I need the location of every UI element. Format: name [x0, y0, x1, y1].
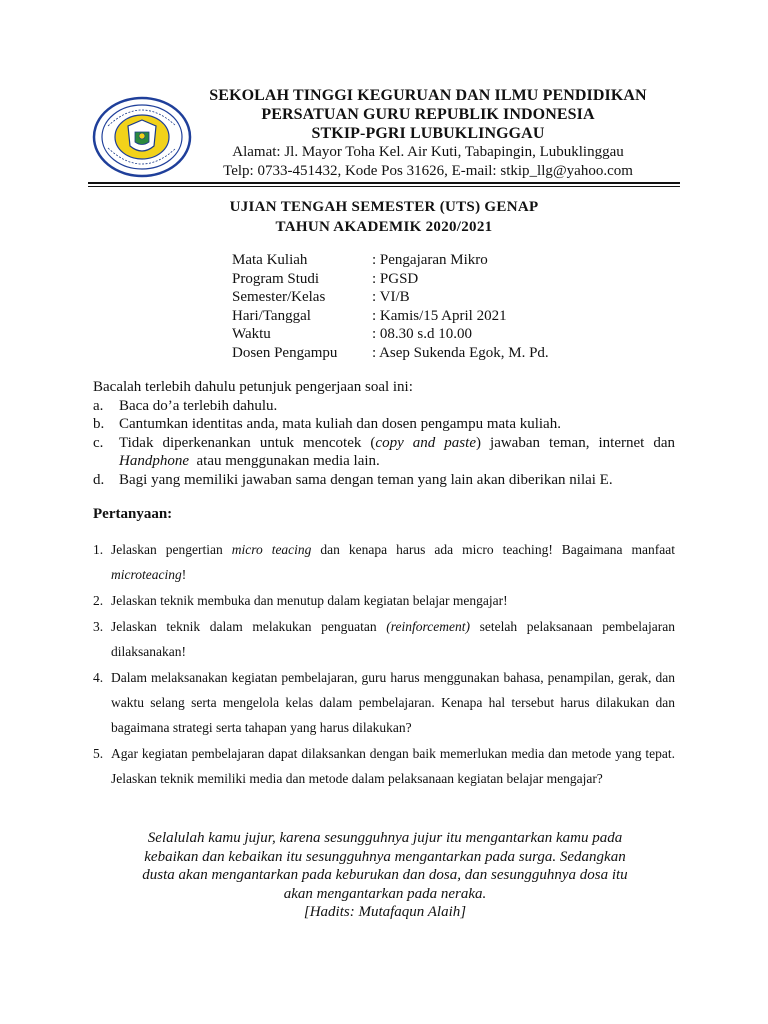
instruction-marker: b. — [93, 416, 105, 432]
info-value: : Pengajaran Mikro — [372, 252, 488, 268]
instruction-text: Baca do’a terlebih dahulu. — [119, 397, 278, 414]
letterhead-rule-thick — [88, 182, 680, 184]
hadits-line: akan mengantarkan pada neraka. — [283, 885, 487, 902]
institution-contact: Telp: 0733-451432, Kode Pos 31626, E-mail: stkip_llg@yahoo.com — [223, 163, 633, 179]
text-run: setelah pelaksanaan pembelajaran dilaksanakan! — [111, 618, 675, 659]
stkip-pgri-logo-icon — [92, 96, 192, 178]
instruction-text: Cantumkan identitas anda, mata kuliah dan dosen pengampu mata kuliah. — [119, 416, 561, 432]
info-row — [232, 251, 549, 270]
instruction-item — [93, 471, 675, 490]
text-run: Jelaskan teknik dalam melakukan penguatan — [111, 618, 387, 634]
italic-run: copy and paste — [375, 434, 476, 451]
instruction-text: Bagi yang memiliki jawaban sama dengan teman yang lain akan diberikan nilai E. — [119, 471, 613, 488]
info-label: Mata Kuliah — [232, 252, 308, 268]
question-item — [93, 741, 675, 791]
exam-year: TAHUN AKADEMIK 2020/2021 — [275, 219, 493, 235]
question-number: 3. — [93, 618, 104, 634]
info-row — [232, 270, 549, 289]
hadits-line: dusta akan mengantarkan pada keburukan dan dosa, dan sesungguhnya dosa itu — [142, 867, 628, 883]
question-item — [93, 537, 675, 587]
question-item — [93, 614, 675, 664]
instruction-marker: c. — [93, 434, 104, 451]
info-value: : PGSD — [372, 270, 419, 287]
info-label: Semester/Kelas — [232, 289, 326, 305]
letterhead-rule-thin — [88, 186, 680, 187]
text-run: atau menggunakan media lain. — [189, 453, 380, 469]
question-text: Jelaskan teknik membuka dan menutup dalam kegiatan belajar mengajar! — [111, 592, 508, 608]
institution-short: STKIP-PGRI LUBUKLINGGAU — [311, 125, 545, 142]
info-row — [232, 344, 549, 363]
italic-run: microteacing — [111, 567, 182, 583]
info-row — [232, 307, 549, 326]
text-run: ! — [181, 567, 187, 583]
info-value: : VI/B — [372, 289, 410, 305]
info-value: : 08.30 s.d 10.00 — [372, 326, 473, 342]
text-run: Jelaskan pengertian — [111, 542, 232, 557]
info-row — [232, 288, 549, 307]
text-run: Tidak diperkenankan untuk mencotek ( — [119, 434, 376, 451]
text-run: ) jawaban teman, internet dan — [475, 434, 675, 451]
exam-title-block — [0, 197, 768, 237]
italic-run: Handphone — [119, 453, 189, 469]
instruction-marker: d. — [93, 471, 105, 488]
hadits-source: [Hadits: Mutafaqun Alaih] — [303, 904, 467, 920]
question-text: Agar kegiatan pembelajaran dapat dilaksankan dengan baik memerlukan media dan metode yang tepat. Jelaskan teknik memiliki media dan metode dalam pelaksanaan kegiatan belajar mengajar? — [111, 745, 675, 786]
text-run: dan kenapa harus ada micro teaching! Bagaimana manfaat — [311, 542, 675, 557]
hadits-line: Selalulah kamu jujur, karena sesungguhnya jujur itu mengantarkan kamu pada — [147, 830, 623, 846]
question-text — [111, 614, 675, 664]
info-value: : Asep Sukenda Egok, M. Pd. — [372, 344, 549, 361]
question-number: 5. — [93, 745, 104, 761]
question-number: 4. — [93, 669, 104, 685]
info-label: Dosen Pengampu — [232, 344, 338, 361]
instructions — [93, 378, 675, 489]
instructions-intro: Bacalah terlebih dahulu petunjuk pengerjaan soal ini: — [93, 379, 413, 395]
questions-heading: Pertanyaan: — [93, 506, 173, 522]
info-label: Waktu — [232, 326, 271, 342]
exam-title: UJIAN TENGAH SEMESTER (UTS) GENAP — [229, 199, 539, 215]
question-number: 1. — [93, 542, 104, 557]
questions-list — [93, 537, 675, 792]
institution-address: Alamat: Jl. Mayor Toha Kel. Air Kuti, Tabapingin, Lubuklinggau — [232, 144, 624, 160]
italic-run: (reinforcement) — [386, 618, 470, 634]
info-row — [232, 325, 549, 344]
question-text: Dalam melaksanakan kegiatan pembelajaran, guru harus menggunakan bahasa, penampilan, gerak, dan waktu selang serta mengelola kelas dalam pembelajaran. Kenapa hal tersebut harus dilakukan dan bagaimana strategi serta tahapan yang harus dilakukan? — [111, 669, 675, 735]
info-value: : Kamis/15 April 2021 — [372, 307, 507, 324]
instruction-text — [119, 434, 675, 471]
letterhead — [196, 86, 660, 181]
institution-parent: PERSATUAN GURU REPUBLIK INDONESIA — [261, 106, 595, 123]
institution-name: SEKOLAH TINGGI KEGURUAN DAN ILMU PENDIDIKAN — [209, 87, 647, 104]
hadits-line: kebaikan dan kebaikan itu sesungguhnya mengantarkan pada surga. Sedangkan — [144, 848, 626, 865]
hadits-quote — [110, 829, 660, 922]
instruction-item — [93, 434, 675, 471]
course-info — [232, 251, 549, 362]
info-label: Hari/Tanggal — [232, 307, 311, 324]
question-item — [93, 588, 675, 613]
question-text — [111, 537, 675, 587]
instruction-marker: a. — [93, 397, 104, 414]
question-item — [93, 665, 675, 741]
italic-run: micro teacing — [231, 542, 312, 557]
info-label: Program Studi — [232, 270, 320, 287]
question-number: 2. — [93, 592, 104, 608]
instruction-item — [93, 397, 675, 416]
instruction-item — [93, 415, 675, 434]
